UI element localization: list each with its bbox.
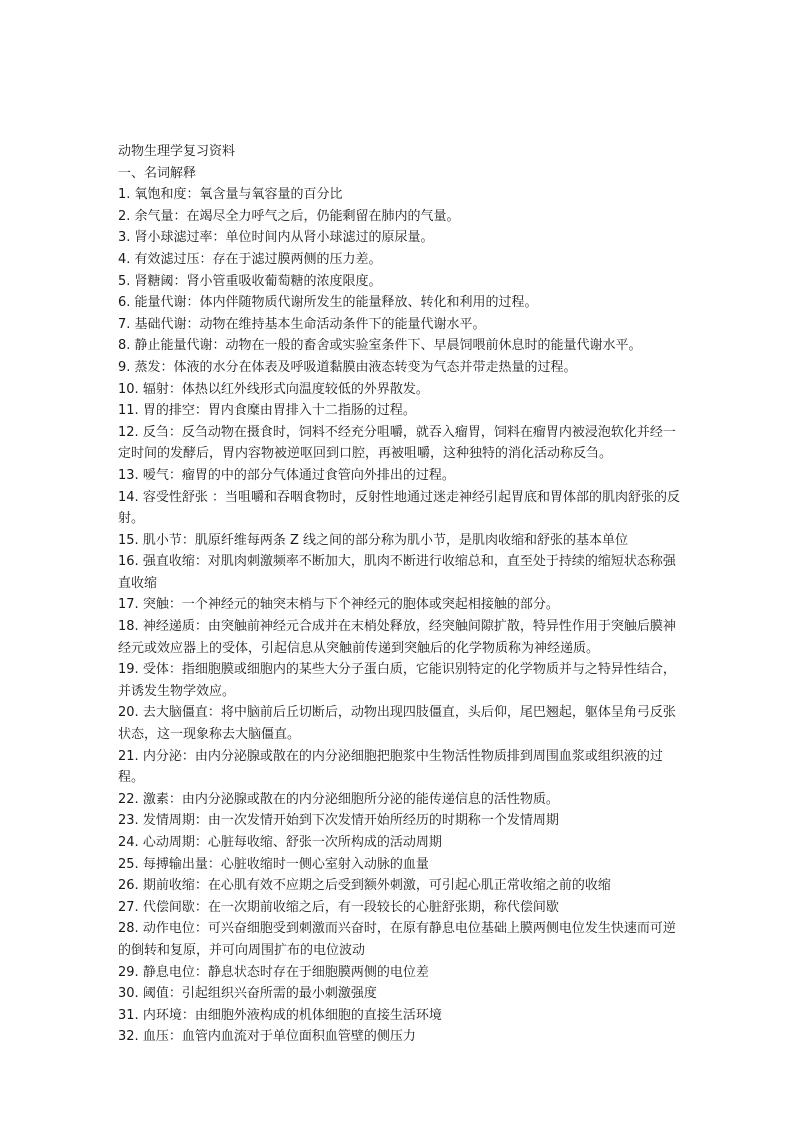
definition-text: 代偿间歇：在一次期前收缩之后，有一段较长的心脏舒张期，称代偿间歇 (142, 899, 559, 915)
definition-number: 27. (118, 899, 139, 915)
definition-text: 静止能量代谢：动物在一般的畜舍或实验室条件下、早晨饲喂前休息时的能量代谢水平。 (134, 338, 642, 354)
definition-number: 7. (118, 316, 131, 332)
definition-text: 发情周期：由一次发情开始到下次发情开始所经历的时期称一个发情周期 (142, 813, 559, 829)
definition-item (118, 702, 684, 745)
definition-text: 辐射：体热以红外线形式向温度较低的外界散发。 (142, 381, 429, 397)
definition-number: 5. (118, 273, 131, 289)
definition-item (118, 335, 684, 357)
definition-item (118, 810, 684, 832)
definition-text: 静息电位：静息状态时存在于细胞膜两侧的电位差 (142, 964, 429, 980)
document-title: 动物生理学复习资料 (118, 144, 236, 159)
definition-text: 内环境：由细胞外液构成的机体细胞的直接生活环境 (142, 1007, 442, 1023)
definition-item (118, 551, 684, 594)
definition-item (118, 897, 684, 919)
definition-text: 基础代谢：动物在维持基本生命活动条件下的能量代谢水平。 (134, 316, 486, 332)
definition-text: 胃的排空：胃内食糜由胃排入十二指肠的过程。 (142, 403, 416, 419)
definition-text: 每搏输出量：心脏收缩时一侧心室射入动脉的血量 (142, 856, 429, 872)
definition-item (118, 206, 684, 228)
definition-item (118, 249, 684, 271)
definition-text: 动作电位：可兴奋细胞受到刺激而兴奋时，在原有静息电位基础上膜两侧电位发生快速而可逆的倒转和复原，并可向周围扩布的电位波动 (118, 921, 676, 958)
definition-item (118, 379, 684, 401)
definition-item (118, 487, 684, 530)
definition-number: 15. (118, 532, 139, 548)
definition-item (118, 422, 684, 465)
definition-item (118, 659, 684, 702)
definition-number: 19. (118, 662, 139, 678)
definition-text: 受体：指细胞膜或细胞内的某些大分子蛋白质，它能识别特定的化学物质并与之特异性结合，并诱发生物学效应。 (118, 662, 676, 699)
definition-text: 激素：由内分泌腺或散在的内分泌细胞所分泌的能传递信息的活性物质。 (142, 791, 559, 807)
definition-number: 14. (118, 489, 139, 505)
definition-number: 22. (118, 791, 139, 807)
definition-item (118, 983, 684, 1005)
definition-number: 17. (118, 597, 139, 613)
definition-number: 16. (118, 554, 139, 570)
definition-text: 心动周期：心脏每收缩、舒张一次所构成的活动周期 (142, 835, 442, 850)
section-heading: 一、名词解释 (118, 165, 197, 181)
definition-item (118, 227, 684, 249)
definition-number: 10. (118, 381, 139, 397)
definition-text: 神经递质：由突触前神经元合成并在末梢处释放，经突触间隙扩散，特异性作用于突触后膜神经元或效应器上的受体，引起信息从突触前传递到突触后的化学物质称为神经递质。 (118, 619, 676, 656)
definition-item (118, 292, 684, 314)
definition-item (118, 918, 684, 961)
definition-number: 21. (118, 748, 139, 764)
definition-item (118, 314, 684, 336)
definition-number: 31. (118, 1007, 139, 1023)
document-page (118, 141, 684, 1048)
definition-item (118, 400, 684, 422)
definition-text: 嗳气：瘤胃的中的部分气体通过食管向外排出的过程。 (142, 467, 455, 483)
definition-item (118, 1026, 684, 1048)
definition-item (118, 594, 684, 616)
definition-text: 容受性舒张 ：当咀嚼和吞咽食物时，反射性地通过迷走神经引起胃底和胃体部的肌肉舒张的反射。 (118, 489, 680, 527)
definition-number: 8. (118, 338, 131, 354)
definition-item (118, 854, 684, 876)
definition-text: 氧饱和度：氧含量与氧容量的百分比 (134, 187, 343, 203)
definition-text: 内分泌：由内分泌腺或散在的内分泌细胞把胞浆中生物活性物质排到周围血浆或组织液的过程。 (118, 748, 663, 786)
definition-number: 28. (118, 921, 139, 937)
definition-text: 反刍：反刍动物在摄食时，饲料不经充分咀嚼，就吞入瘤胃，饲料在瘤胃内被浸泡软化并经一定时间的发酵后，胃内容物被逆呕回到口腔，再被咀嚼，这种独特的消化活动称反刍。 (118, 424, 676, 462)
definition-number: 9. (118, 359, 131, 375)
definition-text: 期前收缩：在心肌有效不应期之后受到额外刺激，可引起心肌正常收缩之前的收缩 (142, 878, 611, 894)
definition-item (118, 271, 684, 293)
definition-text: 肾小球滤过率：单位时间内从肾小球滤过的原尿量。 (134, 230, 434, 246)
definition-item (118, 616, 684, 659)
definition-item (118, 530, 684, 552)
definition-text: 肾糖阈：肾小管重吸收葡萄糖的浓度限度。 (134, 273, 382, 289)
definition-text: 血压：血管内血流对于单位面积血管壁的侧压力 (142, 1029, 416, 1045)
definition-number: 20. (118, 705, 139, 721)
definition-number: 29. (118, 964, 139, 980)
definition-number: 30. (118, 986, 139, 1002)
definition-number: 24. (118, 835, 139, 850)
definition-item (118, 789, 684, 811)
definition-number: 1. (118, 187, 131, 203)
definition-item (118, 875, 684, 897)
definition-number: 18. (118, 619, 139, 635)
definition-item (118, 832, 684, 854)
definition-number: 23. (118, 813, 139, 829)
definition-number: 6. (118, 295, 131, 311)
definition-item (118, 184, 684, 206)
definition-item (118, 357, 684, 379)
definition-number: 3. (118, 230, 131, 246)
definition-item (118, 1005, 684, 1027)
definition-text: 强直收缩：对肌肉刺激频率不断加大，肌肉不断进行收缩总和，直至处于持续的缩短状态称强直收缩 (118, 554, 676, 591)
definition-item (118, 962, 684, 984)
definition-text: 突触：一个神经元的轴突末梢与下个神经元的胞体或突起相接触的部分。 (142, 597, 559, 613)
definition-number: 11. (118, 403, 139, 419)
definition-text: 蒸发：体液的水分在体表及呼吸道黏膜由液态转变为气态并带走热量的过程。 (134, 359, 577, 375)
definition-text: 能量代谢：体内伴随物质代谢所发生的能量释放、转化和利用的过程。 (134, 295, 538, 311)
definition-text: 阈值：引起组织兴奋所需的最小刺激强度 (142, 986, 377, 1002)
definition-list (118, 184, 684, 1048)
definition-text: 有效滤过压：存在于滤过膜两侧的压力差。 (134, 251, 382, 267)
definition-number: 26. (118, 878, 139, 894)
definition-item (118, 746, 684, 789)
definition-number: 2. (118, 208, 131, 224)
definition-text: 去大脑僵直：将中脑前后丘切断后，动物出现四肢僵直，头后仰，尾巴翘起，躯体呈角弓反张状态，这一现象称去大脑僵直。 (118, 705, 676, 743)
definition-number: 4. (118, 251, 131, 267)
definition-number: 12. (118, 424, 139, 440)
definition-text: 肌小节：肌原纤维每两条 Z 线之间的部分称为肌小节，是肌肉收缩和舒张的基本单位 (142, 532, 628, 548)
definition-item (118, 465, 684, 487)
definition-number: 25. (118, 856, 139, 872)
definition-text: 余气量：在竭尽全力呼气之后，仍能剩留在肺内的气量。 (134, 208, 460, 224)
definition-number: 32. (118, 1029, 139, 1045)
definition-number: 13. (118, 467, 139, 483)
